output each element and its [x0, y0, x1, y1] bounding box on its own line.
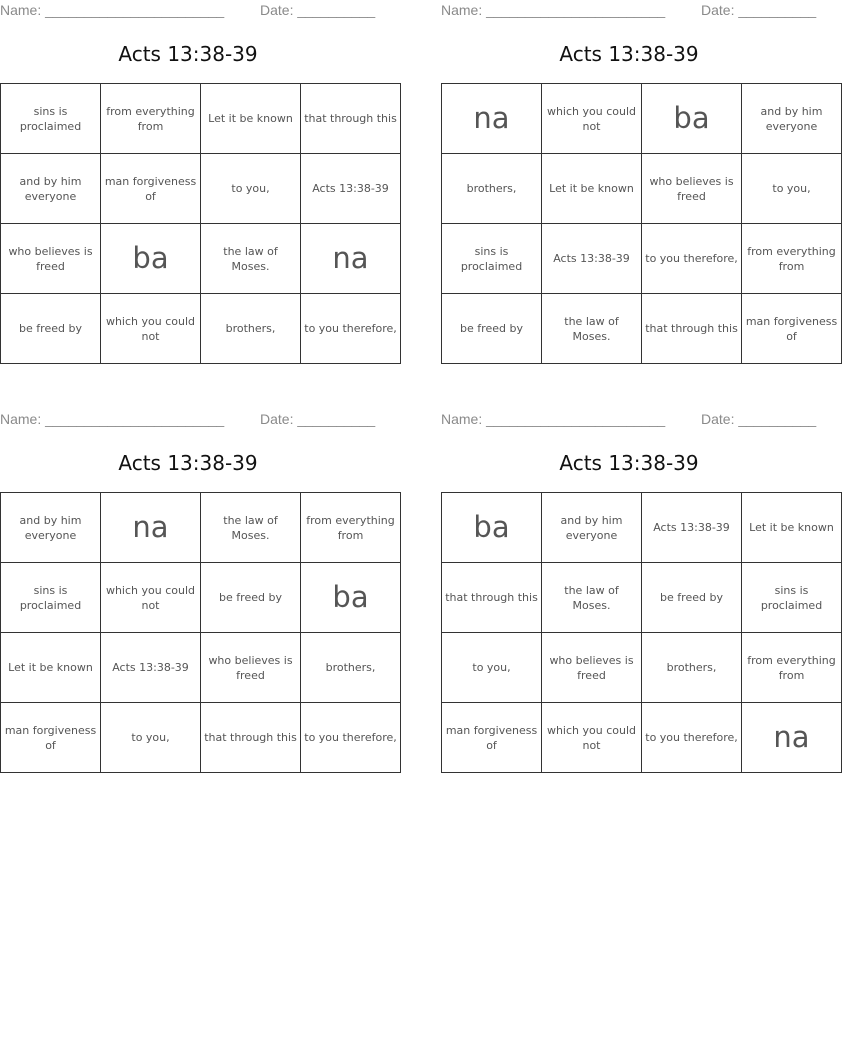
grid-cell: brothers,	[301, 633, 401, 703]
grid-row	[1, 563, 401, 633]
grid-cell: na	[742, 703, 842, 773]
grid-cell: Let it be known	[742, 493, 842, 563]
grid-row	[442, 224, 842, 294]
grid-cell: which you could not	[542, 703, 642, 773]
grid-cell: and by him everyone	[742, 84, 842, 154]
grid-row	[442, 84, 842, 154]
grid-row	[442, 294, 842, 364]
grid-cell: ba	[301, 563, 401, 633]
grid-cell: and by him everyone	[542, 493, 642, 563]
grid-cell: who believes is freed	[642, 154, 742, 224]
card-title: Acts 13:38-39	[559, 42, 699, 66]
bingo-grid	[441, 83, 842, 364]
grid-cell: who believes is freed	[542, 633, 642, 703]
date-field-label: Date: __________	[260, 411, 376, 427]
grid-cell: sins is proclaimed	[742, 563, 842, 633]
grid-cell: to you therefore,	[642, 224, 742, 294]
card-title: Acts 13:38-39	[118, 451, 258, 475]
grid-cell: sins is proclaimed	[442, 224, 542, 294]
name-field-label: Name: _______________________	[0, 411, 225, 427]
grid-row	[442, 563, 842, 633]
grid-cell: be freed by	[1, 294, 101, 364]
grid-cell: the law of Moses.	[201, 493, 301, 563]
grid-cell: sins is proclaimed	[1, 84, 101, 154]
grid-cell: brothers,	[442, 154, 542, 224]
grid-cell: sins is proclaimed	[1, 563, 101, 633]
bingo-grid	[441, 492, 842, 773]
grid-cell: to you,	[742, 154, 842, 224]
grid-cell: and by him everyone	[1, 493, 101, 563]
grid-cell: brothers,	[642, 633, 742, 703]
grid-cell: to you therefore,	[301, 703, 401, 773]
grid-cell: from everything from	[742, 224, 842, 294]
grid-cell: be freed by	[201, 563, 301, 633]
grid-cell: that through this	[201, 703, 301, 773]
grid-cell: from everything from	[301, 493, 401, 563]
grid-row	[1, 154, 401, 224]
grid-cell: be freed by	[642, 563, 742, 633]
grid-cell: man forgiveness of	[1, 703, 101, 773]
grid-cell: Acts 13:38-39	[642, 493, 742, 563]
grid-cell: to you therefore,	[642, 703, 742, 773]
grid-row	[442, 703, 842, 773]
grid-cell: from everything from	[742, 633, 842, 703]
grid-cell: Let it be known	[542, 154, 642, 224]
grid-cell: be freed by	[442, 294, 542, 364]
bingo-card-2	[441, 0, 838, 372]
grid-cell: na	[442, 84, 542, 154]
grid-cell: to you,	[442, 633, 542, 703]
card-title: Acts 13:38-39	[118, 42, 258, 66]
grid-cell: the law of Moses.	[542, 563, 642, 633]
grid-cell: the law of Moses.	[201, 224, 301, 294]
name-field-label: Name: _______________________	[441, 411, 666, 427]
grid-row	[442, 493, 842, 563]
bingo-card-1	[0, 0, 397, 372]
grid-cell: man forgiveness of	[442, 703, 542, 773]
grid-cell: ba	[442, 493, 542, 563]
grid-cell: and by him everyone	[1, 154, 101, 224]
grid-cell: the law of Moses.	[542, 294, 642, 364]
grid-cell: to you therefore,	[301, 294, 401, 364]
grid-row	[442, 154, 842, 224]
grid-cell: Acts 13:38-39	[542, 224, 642, 294]
grid-cell: na	[101, 493, 201, 563]
grid-cell: ba	[101, 224, 201, 294]
grid-row	[442, 633, 842, 703]
grid-cell: to you,	[201, 154, 301, 224]
grid-cell: from everything from	[101, 84, 201, 154]
grid-cell: Acts 13:38-39	[101, 633, 201, 703]
grid-cell: that through this	[442, 563, 542, 633]
name-field-label: Name: _______________________	[0, 2, 225, 18]
name-field-label: Name: _______________________	[441, 2, 666, 18]
grid-cell: man forgiveness of	[101, 154, 201, 224]
grid-cell: which you could not	[101, 563, 201, 633]
grid-cell: brothers,	[201, 294, 301, 364]
grid-cell: na	[301, 224, 401, 294]
grid-cell: which you could not	[542, 84, 642, 154]
bingo-grid	[0, 83, 401, 364]
grid-row	[1, 294, 401, 364]
grid-row	[1, 493, 401, 563]
grid-cell: who believes is freed	[201, 633, 301, 703]
grid-cell: Acts 13:38-39	[301, 154, 401, 224]
grid-cell: man forgiveness of	[742, 294, 842, 364]
grid-row	[1, 224, 401, 294]
grid-cell: to you,	[101, 703, 201, 773]
date-field-label: Date: __________	[260, 2, 376, 18]
bingo-card-4	[441, 409, 836, 781]
grid-cell: Let it be known	[1, 633, 101, 703]
card-title: Acts 13:38-39	[559, 451, 699, 475]
grid-cell: Let it be known	[201, 84, 301, 154]
date-field-label: Date: __________	[701, 2, 817, 18]
grid-cell: that through this	[642, 294, 742, 364]
grid-cell: that through this	[301, 84, 401, 154]
grid-row	[1, 633, 401, 703]
grid-cell: which you could not	[101, 294, 201, 364]
grid-row	[1, 84, 401, 154]
grid-row	[1, 703, 401, 773]
bingo-grid	[0, 492, 401, 773]
grid-cell: who believes is freed	[1, 224, 101, 294]
grid-cell: ba	[642, 84, 742, 154]
date-field-label: Date: __________	[701, 411, 817, 427]
bingo-card-3	[0, 409, 397, 781]
